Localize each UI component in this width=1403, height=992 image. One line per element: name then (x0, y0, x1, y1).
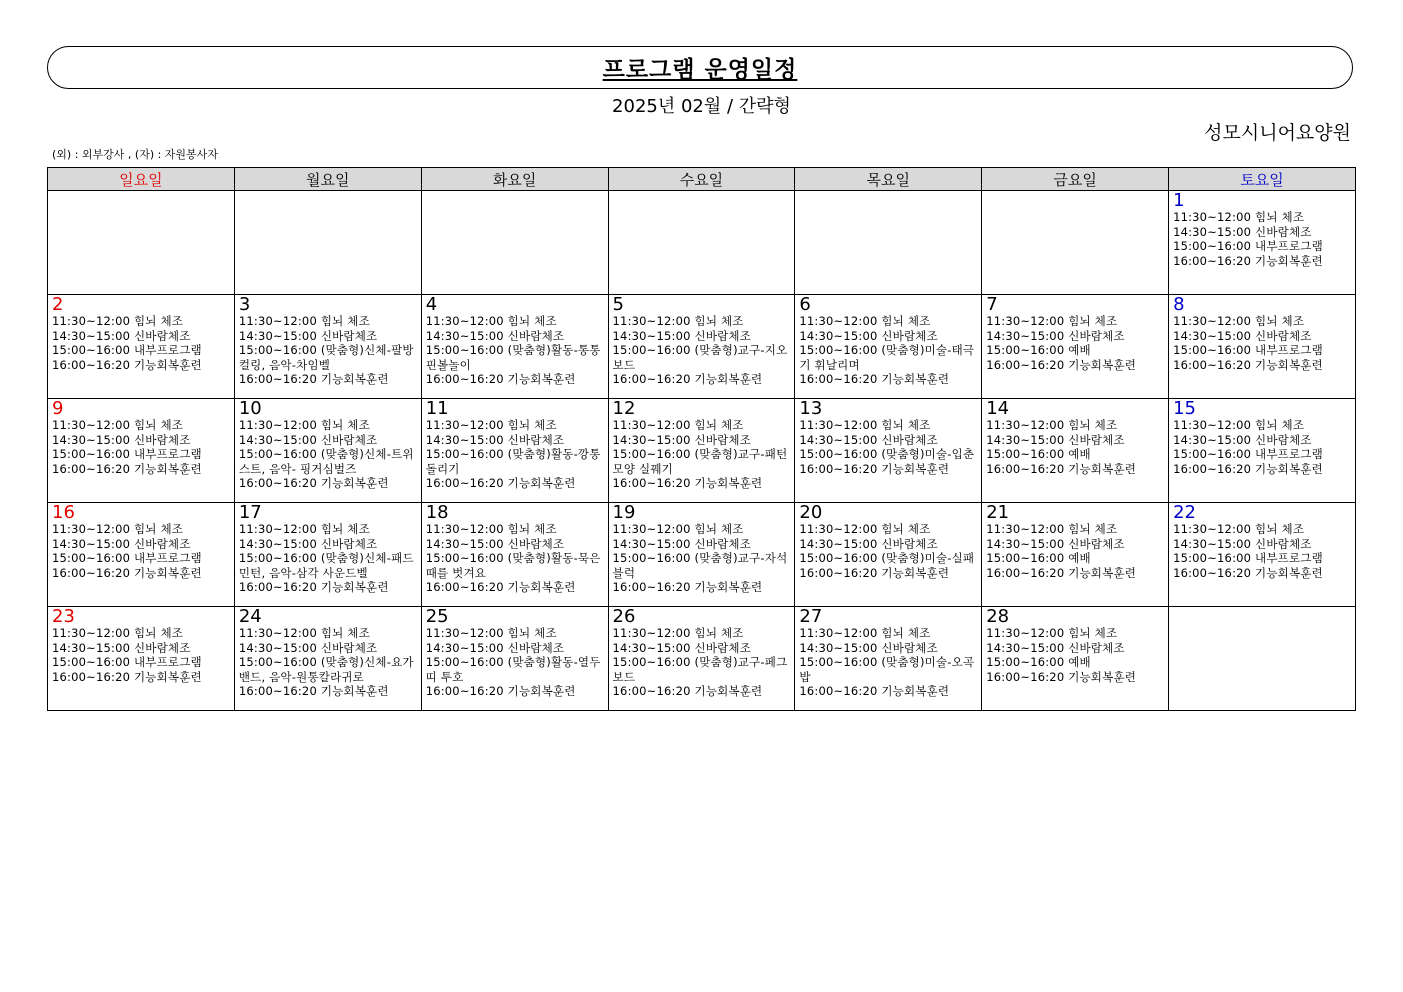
weekday-wed: 수요일 (608, 168, 795, 191)
day-cell (234, 503, 421, 607)
schedule-entry: 15:00~16:00 (맞춤형)교구-페그보드 (612, 655, 788, 684)
day-number: 4 (425, 294, 438, 315)
day-cell (982, 503, 1169, 607)
day-number: 27 (799, 606, 823, 627)
schedule-entry: 16:00~16:20 기능회복훈련 (52, 461, 202, 476)
day-number: 16 (52, 502, 75, 523)
schedule-entry: 11:30~12:00 힘뇌 체조 (425, 314, 557, 328)
schedule-entry: 15:00~16:00 (맞춤형)활동-깡통 돌리기 (425, 447, 605, 476)
schedule-entry: 15:00~16:00 내부프로그램 (52, 447, 202, 461)
day-cell (48, 191, 235, 295)
schedule-entry: 16:00~16:20 기능회복훈련 (986, 565, 1137, 580)
schedule-entry: 15:00~16:00 (맞춤형)미술-실패 (799, 551, 975, 565)
schedule-entry: 11:30~12:00 힘뇌 체조 (1173, 210, 1305, 224)
schedule-entry: 11:30~12:00 힘뇌 체조 (1173, 314, 1305, 328)
day-cell (982, 191, 1169, 295)
day-number (613, 191, 795, 210)
day-cell (982, 399, 1169, 503)
schedule-entry: 11:30~12:00 힘뇌 체조 (1173, 418, 1305, 432)
day-cell (421, 191, 608, 295)
day-cell (421, 295, 608, 399)
day-cell (1169, 191, 1356, 295)
weekday-sat: 토요일 (1169, 168, 1356, 191)
weekday-mon: 월요일 (234, 168, 421, 191)
schedule-entry: 16:00~16:20 기능회복훈련 (1173, 357, 1323, 372)
schedule-entry: 14:30~15:00 신바람체조 (1173, 224, 1312, 239)
weekday-tue: 화요일 (421, 168, 608, 191)
schedule-entry: 15:00~16:00 내부프로그램 (1173, 343, 1323, 357)
schedule-entry: 16:00~16:20 기능회복훈련 (986, 461, 1137, 476)
day-cell (795, 399, 982, 503)
day-cell (608, 191, 795, 295)
schedule-entry: 11:30~12:00 힘뇌 체조 (612, 626, 744, 640)
schedule-entry: 11:30~12:00 힘뇌 체조 (799, 418, 931, 432)
schedule-entry: 15:00~16:00 (맞춤형)미술-입춘 (799, 447, 975, 461)
schedule-entry: 16:00~16:20 기능회복훈련 (238, 580, 389, 594)
day-number (1173, 607, 1355, 626)
page-title: 프로그램 운영일정 (602, 57, 798, 83)
schedule-entry: 14:30~15:00 신바람체조 (238, 640, 378, 655)
schedule-entry: 11:30~12:00 힘뇌 체조 (612, 418, 744, 432)
day-cell (421, 607, 608, 711)
day-number: 28 (986, 606, 1010, 627)
page-subtitle: 2025년 02월 / 간략형 (612, 96, 791, 117)
schedule-entry: 11:30~12:00 힘뇌 체조 (52, 314, 184, 328)
weekday-thu: 목요일 (795, 168, 982, 191)
weekday-sun: 일요일 (48, 168, 235, 191)
schedule-entry: 16:00~16:20 기능회복훈련 (1173, 565, 1323, 580)
schedule-entry: 14:30~15:00 신바람체조 (425, 328, 565, 343)
schedule-entry: 14:30~15:00 신바람체조 (612, 432, 752, 447)
schedule-entry: 16:00~16:20 기능회복훈련 (238, 372, 389, 386)
day-number: 20 (799, 502, 823, 523)
schedule-entry: 11:30~12:00 힘뇌 체조 (238, 314, 370, 328)
schedule-entry: 16:00~16:20 기능회복훈련 (986, 669, 1137, 684)
schedule-entry: 14:30~15:00 신바람체조 (52, 640, 191, 655)
schedule-entry: 15:00~16:00 내부프로그램 (1173, 447, 1323, 461)
day-cell (421, 399, 608, 503)
schedule-entry: 16:00~16:20 기능회복훈련 (52, 357, 202, 372)
schedule-entry: 15:00~16:00 예배 (986, 447, 1091, 461)
schedule-entry: 15:00~16:00 내부프로그램 (1173, 551, 1323, 565)
day-number: 19 (612, 502, 636, 523)
schedule-entry: 14:30~15:00 신바람체조 (1173, 328, 1312, 343)
day-number: 23 (52, 606, 75, 627)
schedule-entry: 11:30~12:00 힘뇌 체조 (52, 522, 184, 536)
day-cell (1169, 607, 1356, 711)
schedule-entry: 15:00~16:00 내부프로그램 (52, 551, 202, 565)
day-number: 8 (1173, 294, 1185, 315)
schedule-entry: 11:30~12:00 힘뇌 체조 (799, 522, 931, 536)
schedule-entry: 16:00~16:20 기능회복훈련 (238, 476, 389, 490)
schedule-entry: 14:30~15:00 신바람체조 (612, 536, 752, 551)
schedule-entry: 16:00~16:20 기능회복훈련 (799, 461, 950, 476)
schedule-entry: 14:30~15:00 신바람체조 (238, 328, 378, 343)
day-number: 12 (612, 398, 636, 419)
schedule-entry: 11:30~12:00 힘뇌 체조 (425, 522, 557, 536)
day-cell (608, 503, 795, 607)
schedule-entry: 15:00~16:00 (맞춤형)미술-태극기 휘날리며 (799, 343, 975, 372)
schedule-entry: 15:00~16:00 (맞춤형)활동-통통 핀볼놀이 (425, 343, 605, 372)
day-cell (234, 295, 421, 399)
schedule-entry: 14:30~15:00 신바람체조 (799, 432, 938, 447)
schedule-entry: 15:00~16:00 예배 (986, 551, 1091, 565)
day-cell (421, 503, 608, 607)
day-cell (48, 295, 235, 399)
day-cell (48, 607, 235, 711)
schedule-entry: 14:30~15:00 신바람체조 (1173, 536, 1312, 551)
day-cell (982, 607, 1169, 711)
day-cell (234, 607, 421, 711)
day-cell (234, 399, 421, 503)
day-number: 18 (425, 502, 449, 523)
day-cell (795, 503, 982, 607)
day-cell (1169, 295, 1356, 399)
schedule-entry: 16:00~16:20 기능회복훈련 (799, 372, 950, 386)
day-cell (608, 295, 795, 399)
schedule-entry: 16:00~16:20 기능회복훈련 (799, 684, 950, 698)
schedule-entry: 11:30~12:00 힘뇌 체조 (986, 418, 1118, 432)
schedule-entry: 16:00~16:20 기능회복훈련 (52, 565, 202, 580)
day-number: 25 (425, 606, 449, 627)
day-cell (795, 295, 982, 399)
schedule-entry: 16:00~16:20 기능회복훈련 (612, 684, 763, 698)
schedule-entry: 14:30~15:00 신바람체조 (52, 432, 191, 447)
weekday-header-row (48, 168, 1356, 191)
schedule-entry: 15:00~16:00 (맞춤형)신체-요가밴드, 음악-원통칼라귀로 (238, 655, 414, 684)
day-number: 7 (986, 294, 998, 315)
schedule-entry: 14:30~15:00 신바람체조 (799, 328, 938, 343)
schedule-entry: 16:00~16:20 기능회복훈련 (612, 580, 763, 594)
day-cell (234, 191, 421, 295)
schedule-entry: 11:30~12:00 힘뇌 체조 (425, 626, 557, 640)
schedule-entry: 15:00~16:00 예배 (986, 343, 1091, 357)
day-number (239, 191, 421, 210)
schedule-entry: 16:00~16:20 기능회복훈련 (238, 684, 389, 698)
schedule-entry: 16:00~16:20 기능회복훈련 (425, 684, 576, 698)
schedule-entry: 15:00~16:00 내부프로그램 (52, 343, 202, 357)
schedule-entry: 14:30~15:00 신바람체조 (612, 328, 752, 343)
schedule-entry: 14:30~15:00 신바람체조 (52, 536, 191, 551)
schedule-entry: 16:00~16:20 기능회복훈련 (52, 669, 202, 684)
schedule-entry: 16:00~16:20 기능회복훈련 (1173, 253, 1323, 268)
schedule-entry: 11:30~12:00 힘뇌 체조 (238, 522, 370, 536)
day-cell (608, 399, 795, 503)
schedule-entry: 14:30~15:00 신바람체조 (986, 328, 1125, 343)
schedule-entry: 14:30~15:00 신바람체조 (1173, 432, 1312, 447)
schedule-entry: 15:00~16:00 (맞춤형)신체-트위스트, 음악- 핑거심벌즈 (238, 447, 414, 476)
week-row (48, 191, 1356, 295)
calendar-body (48, 191, 1356, 711)
weekday-fri: 금요일 (982, 168, 1169, 191)
schedule-entry: 15:00~16:00 (맞춤형)신체-팔방컬링, 음악-차임벨 (238, 343, 414, 372)
schedule-entry: 16:00~16:20 기능회복훈련 (1173, 461, 1323, 476)
schedule-entry: 14:30~15:00 신바람체조 (52, 328, 191, 343)
day-cell (1169, 503, 1356, 607)
schedule-entry: 11:30~12:00 힘뇌 체조 (986, 314, 1118, 328)
day-number: 24 (238, 606, 262, 627)
day-cell (795, 191, 982, 295)
day-number: 5 (612, 294, 624, 315)
schedule-entry: 14:30~15:00 신바람체조 (799, 640, 938, 655)
day-cell (608, 607, 795, 711)
schedule-entry: 16:00~16:20 기능회복훈련 (986, 357, 1137, 372)
schedule-entry: 14:30~15:00 신바람체조 (986, 640, 1125, 655)
schedule-entry: 14:30~15:00 신바람체조 (425, 536, 565, 551)
day-number: 26 (612, 606, 636, 627)
day-number: 9 (52, 398, 64, 419)
day-number: 1 (1173, 190, 1185, 211)
schedule-entry: 11:30~12:00 힘뇌 체조 (986, 522, 1118, 536)
day-number: 17 (238, 502, 262, 523)
schedule-entry: 11:30~12:00 힘뇌 체조 (799, 314, 931, 328)
schedule-entry: 11:30~12:00 힘뇌 체조 (238, 418, 370, 432)
schedule-entry: 11:30~12:00 힘뇌 체조 (52, 626, 184, 640)
week-row (48, 503, 1356, 607)
day-number (799, 191, 981, 210)
schedule-entry: 16:00~16:20 기능회복훈련 (425, 580, 576, 594)
day-cell (48, 399, 235, 503)
schedule-entry: 15:00~16:00 내부프로그램 (52, 655, 202, 669)
day-number (426, 191, 608, 210)
title-box (47, 46, 1353, 89)
schedule-entry: 14:30~15:00 신바람체조 (425, 640, 565, 655)
day-number (52, 191, 234, 210)
schedule-entry: 11:30~12:00 힘뇌 체조 (1173, 522, 1305, 536)
day-number: 22 (1173, 502, 1196, 523)
schedule-entry: 15:00~16:00 (맞춤형)교구-패턴모양 실꿰기 (612, 447, 788, 476)
organization-name: 성모시니어요양원 (1204, 122, 1351, 144)
day-number: 14 (986, 398, 1010, 419)
day-number: 11 (425, 398, 449, 419)
schedule-entry: 14:30~15:00 신바람체조 (986, 432, 1125, 447)
week-row (48, 295, 1356, 399)
schedule-entry: 15:00~16:00 내부프로그램 (1173, 239, 1323, 253)
calendar-table (47, 167, 1356, 711)
schedule-entry: 15:00~16:00 (맞춤형)활동-열두띠 투호 (425, 655, 601, 684)
schedule-entry: 15:00~16:00 예배 (986, 655, 1091, 669)
schedule-entry: 14:30~15:00 신바람체조 (612, 640, 752, 655)
schedule-entry: 11:30~12:00 힘뇌 체조 (238, 626, 370, 640)
schedule-entry: 16:00~16:20 기능회복훈련 (799, 565, 950, 580)
schedule-entry: 16:00~16:20 기능회복훈련 (612, 372, 763, 386)
schedule-entry: 11:30~12:00 힘뇌 체조 (612, 522, 744, 536)
schedule-entry: 11:30~12:00 힘뇌 체조 (425, 418, 557, 432)
day-number: 21 (986, 502, 1010, 523)
schedule-entry: 14:30~15:00 신바람체조 (986, 536, 1125, 551)
day-number: 3 (238, 294, 251, 315)
schedule-entry: 11:30~12:00 힘뇌 체조 (799, 626, 931, 640)
schedule-entry: 14:30~15:00 신바람체조 (799, 536, 938, 551)
legend-note: (외) : 외부강사 , (자) : 자원봉사자 (52, 148, 218, 161)
schedule-entry: 11:30~12:00 힘뇌 체조 (52, 418, 184, 432)
schedule-entry: 11:30~12:00 힘뇌 체조 (986, 626, 1118, 640)
day-cell (795, 607, 982, 711)
schedule-entry: 14:30~15:00 신바람체조 (238, 432, 378, 447)
week-row (48, 399, 1356, 503)
schedule-entry: 15:00~16:00 (맞춤형)교구-자석블럭 (612, 551, 788, 580)
day-number: 10 (238, 398, 262, 419)
day-number: 2 (52, 294, 64, 315)
day-number: 6 (799, 294, 811, 315)
day-cell (48, 503, 235, 607)
schedule-entry: 15:00~16:00 (맞춤형)활동-묵은때를 벗겨요 (425, 551, 601, 580)
day-number (986, 191, 1168, 210)
schedule-entry: 14:30~15:00 신바람체조 (238, 536, 378, 551)
day-cell (1169, 399, 1356, 503)
schedule-entry: 16:00~16:20 기능회복훈련 (425, 372, 576, 386)
day-cell (982, 295, 1169, 399)
week-row (48, 607, 1356, 711)
schedule-entry: 16:00~16:20 기능회복훈련 (425, 476, 576, 490)
schedule-entry: 14:30~15:00 신바람체조 (425, 432, 565, 447)
schedule-entry: 15:00~16:00 (맞춤형)신체-패드민턴, 음악-삼각 사운드벨 (238, 551, 414, 580)
schedule-entry: 11:30~12:00 힘뇌 체조 (612, 314, 744, 328)
schedule-entry: 16:00~16:20 기능회복훈련 (612, 476, 763, 490)
day-number: 15 (1173, 398, 1196, 419)
schedule-entry: 15:00~16:00 (맞춤형)미술-오곡밥 (799, 655, 975, 684)
day-number: 13 (799, 398, 823, 419)
schedule-entry: 15:00~16:00 (맞춤형)교구-지오보드 (612, 343, 788, 372)
